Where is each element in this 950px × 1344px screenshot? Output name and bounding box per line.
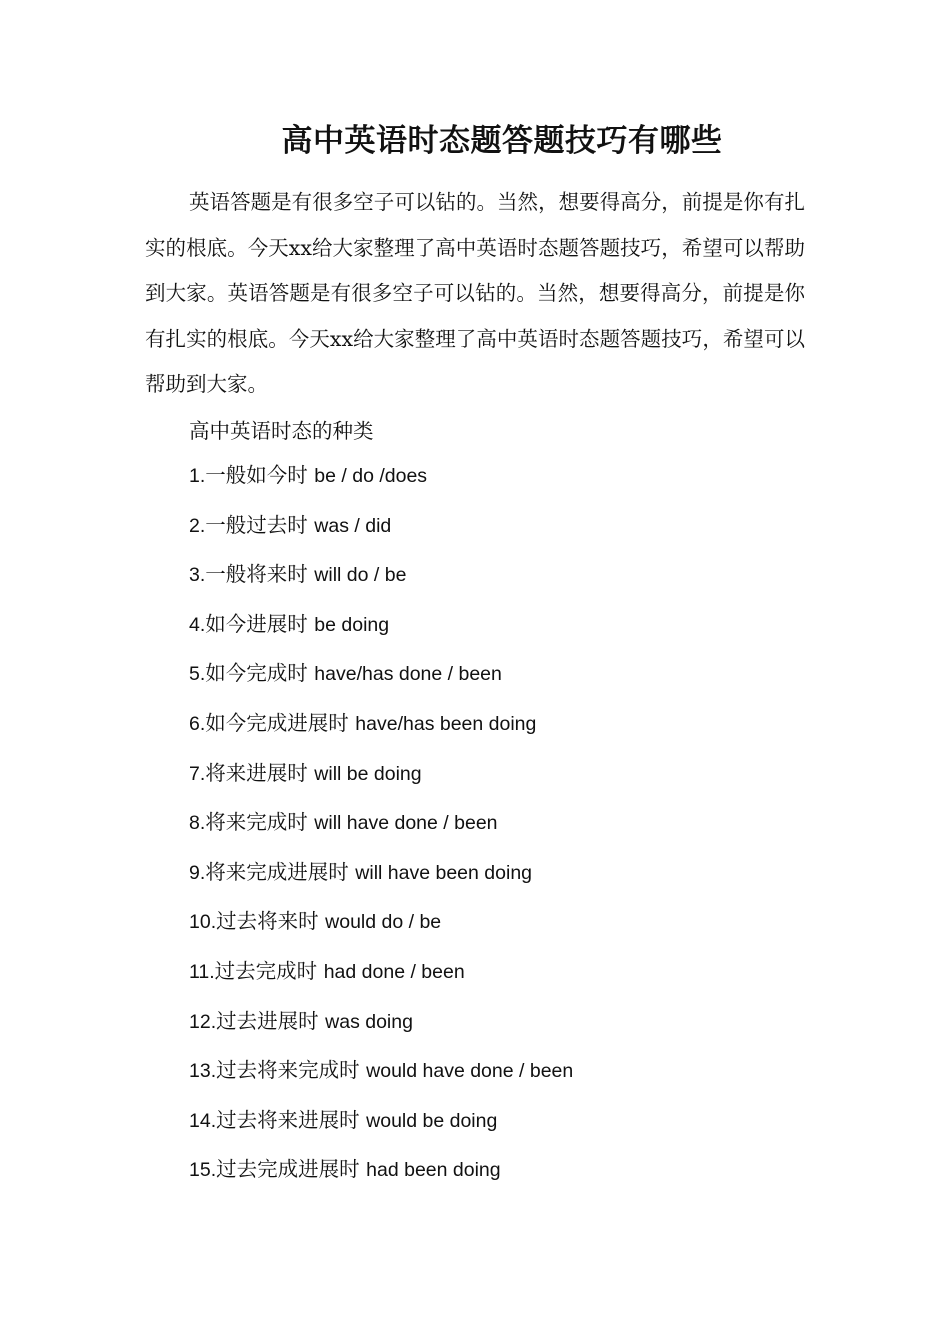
tense-name: 如今进展时 bbox=[205, 611, 308, 636]
section-heading: 高中英语时态的种类 bbox=[189, 419, 374, 443]
item-number: 9. bbox=[189, 861, 206, 884]
tense-name: 如今完成进展时 bbox=[205, 710, 349, 735]
item-number: 3. bbox=[189, 564, 206, 587]
tense-form: have/has been doing bbox=[355, 712, 537, 735]
tense-name: 一般过去时 bbox=[205, 512, 308, 537]
item-number: 15. bbox=[189, 1159, 217, 1182]
tense-form: would be doing bbox=[366, 1109, 498, 1132]
list-item bbox=[189, 453, 573, 503]
list-item bbox=[189, 999, 573, 1049]
tense-name: 过去将来完成时 bbox=[216, 1058, 360, 1083]
item-number: 12. bbox=[189, 1010, 217, 1033]
list-item bbox=[189, 1048, 573, 1098]
tense-form: was / did bbox=[314, 514, 392, 537]
tense-name: 将来完成进展时 bbox=[205, 859, 349, 884]
list-item bbox=[189, 899, 573, 949]
intro-paragraph: 英语答题是有很多空子可以钻的。当然，想要得高分，前提是你有扎实的根底。今天xx给大家整理了高中英语时态题答题技巧，希望可以帮助到大家。英语答题是有很多空子可以钻的。当然，想要得高分，前提是你有扎实的根底。今天xx给大家整理了高中英语时态题答题技巧，希望可以帮助到大家。 bbox=[145, 190, 805, 396]
tense-name: 一般将来时 bbox=[205, 562, 308, 587]
tense-name: 过去完成时 bbox=[214, 958, 318, 983]
list-item bbox=[189, 552, 573, 602]
tense-form: will be doing bbox=[314, 762, 422, 785]
tense-form: be / do /does bbox=[314, 465, 428, 487]
list-item bbox=[189, 602, 573, 652]
item-number: 5. bbox=[189, 663, 206, 686]
tense-form: would do / be bbox=[325, 911, 442, 934]
item-number: 1. bbox=[189, 465, 206, 487]
list-item bbox=[189, 751, 573, 801]
tense-list bbox=[189, 453, 573, 1197]
item-number: 13. bbox=[189, 1060, 217, 1083]
item-number: 2. bbox=[189, 514, 206, 537]
tense-name: 过去将来时 bbox=[216, 909, 319, 934]
tense-name: 如今完成时 bbox=[205, 661, 308, 686]
tense-name: 过去完成进展时 bbox=[216, 1157, 360, 1182]
tense-form: was doing bbox=[325, 1010, 413, 1033]
tense-form: be doing bbox=[314, 613, 390, 636]
list-item bbox=[189, 949, 573, 999]
list-item bbox=[189, 503, 573, 553]
item-number: 7. bbox=[189, 762, 206, 785]
list-item bbox=[189, 850, 573, 900]
tense-form: had done / been bbox=[323, 960, 465, 983]
tense-form: have/has done / been bbox=[314, 663, 502, 686]
item-number: 14. bbox=[189, 1109, 217, 1132]
tense-name: 过去进展时 bbox=[216, 1008, 319, 1033]
item-number: 11. bbox=[189, 960, 215, 983]
list-item bbox=[189, 1147, 573, 1197]
list-item bbox=[189, 651, 573, 701]
tense-form: will have done / been bbox=[314, 812, 498, 835]
list-item bbox=[189, 1098, 573, 1148]
list-item bbox=[189, 800, 573, 850]
tense-name: 一般如今时 bbox=[205, 463, 308, 487]
list-item bbox=[189, 701, 573, 751]
item-number: 4. bbox=[189, 613, 206, 636]
tense-form: will do / be bbox=[314, 564, 407, 587]
tense-name: 过去将来进展时 bbox=[216, 1107, 360, 1132]
tense-form: will have been doing bbox=[355, 861, 533, 884]
tense-name: 将来完成时 bbox=[205, 810, 308, 835]
tense-form: would have done / been bbox=[366, 1060, 574, 1083]
document-title: 高中英语时态题答题技巧有哪些 bbox=[281, 123, 723, 159]
item-number: 6. bbox=[189, 712, 206, 735]
tense-form: had been doing bbox=[366, 1159, 501, 1182]
tense-name: 将来进展时 bbox=[205, 760, 308, 785]
item-number: 10. bbox=[189, 911, 217, 934]
item-number: 8. bbox=[189, 812, 206, 835]
